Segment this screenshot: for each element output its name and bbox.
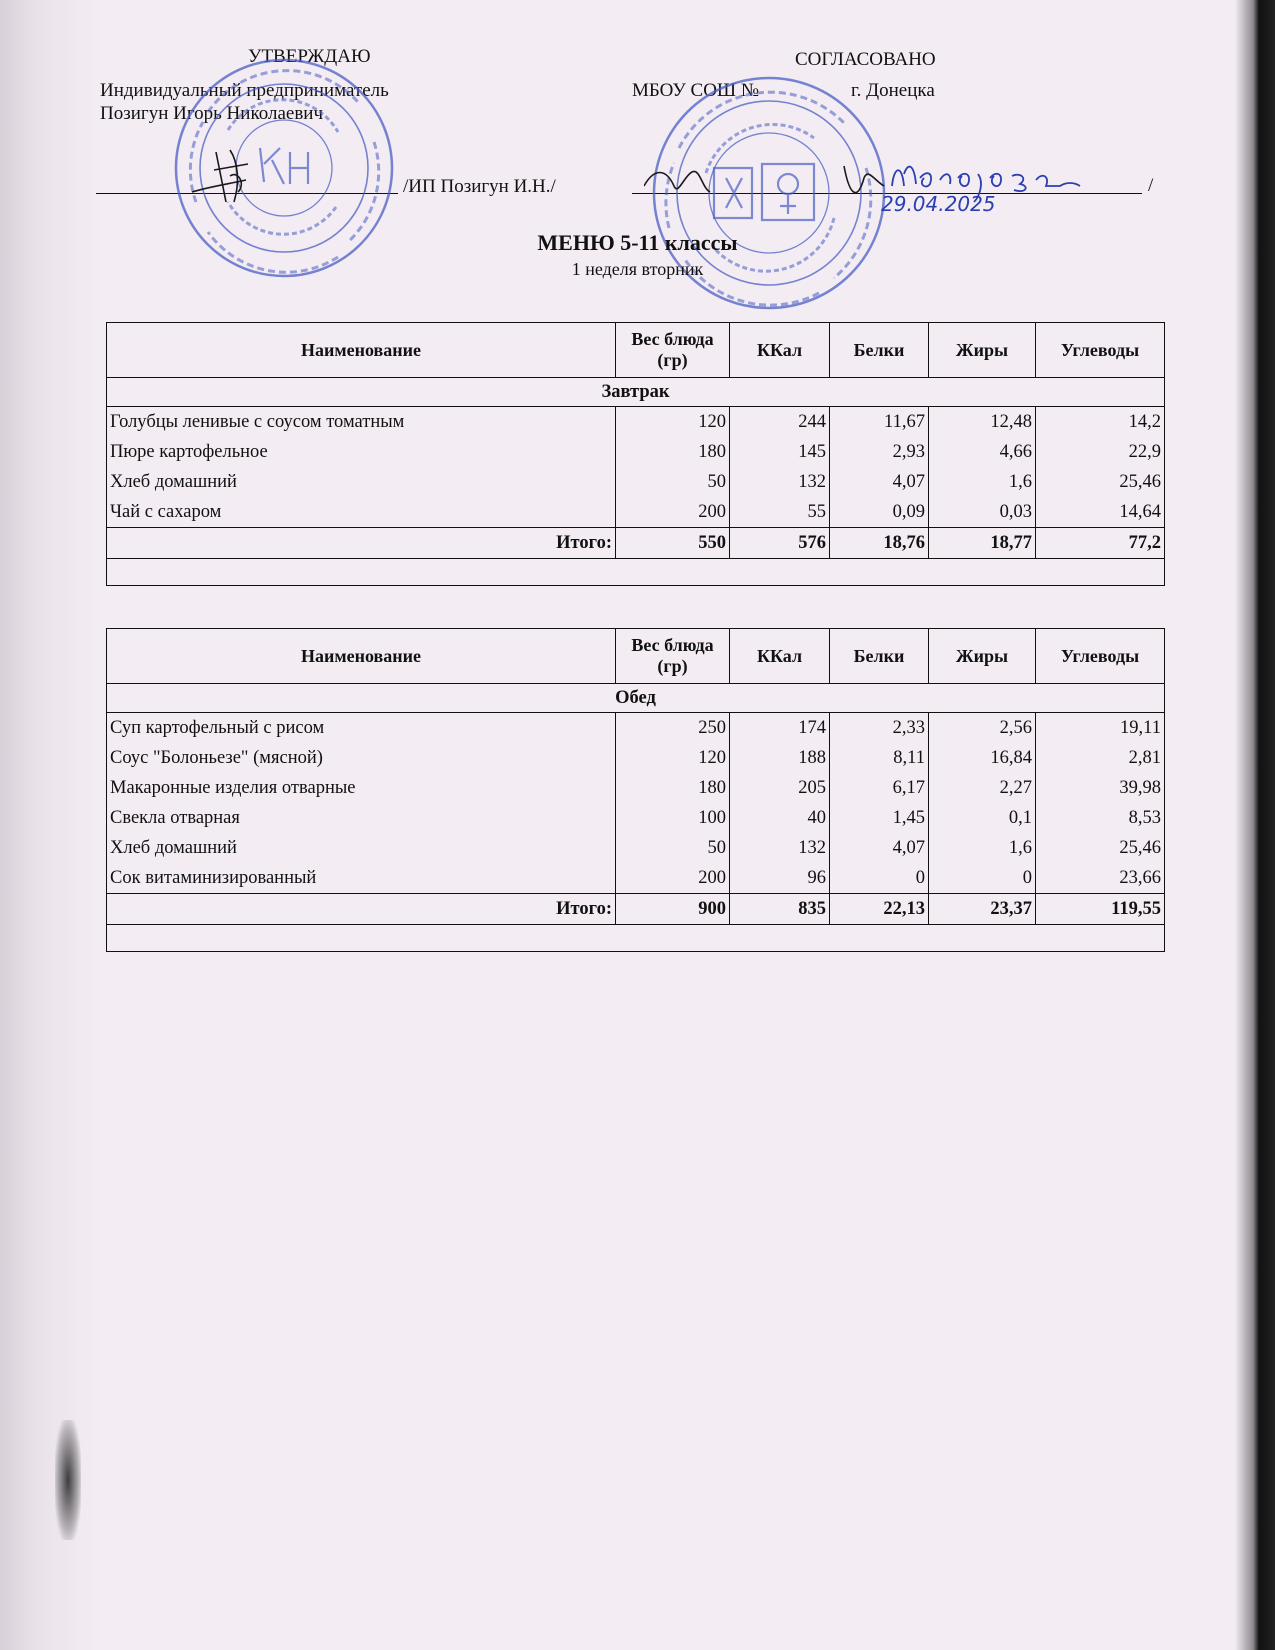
- breakfast-table: [106, 322, 1165, 586]
- empty-row: [107, 559, 1165, 586]
- dish-protein: 0,09: [830, 497, 929, 528]
- table-row: [107, 407, 1165, 438]
- dish-name: Свекла отварная: [107, 803, 616, 833]
- dish-name: Сок витаминизированный: [107, 863, 616, 894]
- approve-heading: УТВЕРЖДАЮ: [248, 46, 371, 67]
- empty-cell: [107, 925, 1165, 952]
- dish-protein: 4,07: [830, 833, 929, 863]
- col-header-protein: Белки: [830, 629, 929, 684]
- dish-weight: 250: [616, 713, 730, 744]
- table-header-row: [107, 323, 1165, 378]
- col-header-fat: Жиры: [929, 629, 1036, 684]
- dish-name: Хлеб домашний: [107, 467, 616, 497]
- col-header-kcal: ККал: [730, 629, 830, 684]
- scan-smudge: [55, 1420, 81, 1540]
- total-label: Итого:: [107, 528, 616, 559]
- table-row: [107, 713, 1165, 744]
- dish-name: Голубцы ленивые с соусом томатным: [107, 407, 616, 438]
- dish-carbs: 8,53: [1036, 803, 1165, 833]
- dish-weight: 120: [616, 743, 730, 773]
- col-header-fat: Жиры: [929, 323, 1036, 378]
- dish-weight: 50: [616, 467, 730, 497]
- dish-protein: 2,33: [830, 713, 929, 744]
- agree-heading: СОГЛАСОВАНО: [795, 49, 936, 70]
- dish-kcal: 132: [730, 833, 830, 863]
- page-title: МЕНЮ 5-11 классы: [537, 230, 738, 255]
- dish-kcal: 132: [730, 467, 830, 497]
- dish-carbs: 14,64: [1036, 497, 1165, 528]
- dish-carbs: 25,46: [1036, 467, 1165, 497]
- section-row-breakfast: [107, 378, 1165, 407]
- agree-line1-city: г. Донецка: [851, 80, 935, 101]
- dish-kcal: 174: [730, 713, 830, 744]
- table-row: [107, 467, 1165, 497]
- total-weight: 900: [616, 894, 730, 925]
- dish-name: Суп картофельный с рисом: [107, 713, 616, 744]
- dish-fat: 1,6: [929, 467, 1036, 497]
- total-kcal: 576: [730, 528, 830, 559]
- dish-carbs: 23,66: [1036, 863, 1165, 894]
- total-weight: 550: [616, 528, 730, 559]
- section-title: Обед: [107, 684, 1165, 713]
- section-title: Завтрак: [107, 378, 1165, 407]
- empty-row: [107, 925, 1165, 952]
- approve-line2: Позигун Игорь Николаевич: [100, 103, 324, 124]
- agree-date: 29.04.2025: [881, 192, 996, 216]
- col-header-name: Наименование: [107, 323, 616, 378]
- dish-kcal: 188: [730, 743, 830, 773]
- dish-weight: 200: [616, 497, 730, 528]
- total-fat: 23,37: [929, 894, 1036, 925]
- col-header-carbs: Углеводы: [1036, 629, 1165, 684]
- col-header-kcal: ККал: [730, 323, 830, 378]
- agree-line1-school: МБОУ СОШ №: [632, 80, 759, 101]
- dish-protein: 0: [830, 863, 929, 894]
- table-row: [107, 743, 1165, 773]
- dish-weight: 180: [616, 773, 730, 803]
- total-protein: 18,76: [830, 528, 929, 559]
- dish-protein: 4,07: [830, 467, 929, 497]
- total-carbs: 119,55: [1036, 894, 1165, 925]
- dish-name: Пюре картофельное: [107, 437, 616, 467]
- col-header-protein: Белки: [830, 323, 929, 378]
- dish-name: Чай с сахаром: [107, 497, 616, 528]
- total-row: [107, 894, 1165, 925]
- table-row: [107, 437, 1165, 467]
- table-row: [107, 863, 1165, 894]
- dish-fat: 0,03: [929, 497, 1036, 528]
- col-header-weight: Вес блюда (гр): [616, 323, 730, 378]
- dish-fat: 16,84: [929, 743, 1036, 773]
- total-row: [107, 528, 1165, 559]
- dish-name: Соус "Болоньезе" (мясной): [107, 743, 616, 773]
- dish-kcal: 40: [730, 803, 830, 833]
- empty-cell: [107, 559, 1165, 586]
- dish-protein: 6,17: [830, 773, 929, 803]
- lunch-table: [106, 628, 1165, 952]
- dish-weight: 50: [616, 833, 730, 863]
- dish-kcal: 145: [730, 437, 830, 467]
- approve-line1: Индивидуальный предприниматель: [100, 80, 389, 101]
- dish-kcal: 244: [730, 407, 830, 438]
- col-header-name: Наименование: [107, 629, 616, 684]
- dish-protein: 1,45: [830, 803, 929, 833]
- total-label: Итого:: [107, 894, 616, 925]
- dish-name: Макаронные изделия отварные: [107, 773, 616, 803]
- table-row: [107, 497, 1165, 528]
- dish-weight: 180: [616, 437, 730, 467]
- approve-sign-name: /ИП Позигун И.Н./: [403, 176, 556, 197]
- dish-kcal: 55: [730, 497, 830, 528]
- dish-weight: 100: [616, 803, 730, 833]
- dish-protein: 8,11: [830, 743, 929, 773]
- dish-name: Хлеб домашний: [107, 833, 616, 863]
- dish-fat: 2,56: [929, 713, 1036, 744]
- dish-carbs: 14,2: [1036, 407, 1165, 438]
- table-header-row: [107, 629, 1165, 684]
- table-row: [107, 803, 1165, 833]
- dish-weight: 200: [616, 863, 730, 894]
- dish-carbs: 39,98: [1036, 773, 1165, 803]
- col-header-carbs: Углеводы: [1036, 323, 1165, 378]
- dish-carbs: 22,9: [1036, 437, 1165, 467]
- dish-kcal: 96: [730, 863, 830, 894]
- total-fat: 18,77: [929, 528, 1036, 559]
- col-header-weight: Вес блюда (гр): [616, 629, 730, 684]
- dish-fat: 12,48: [929, 407, 1036, 438]
- dish-fat: 1,6: [929, 833, 1036, 863]
- page-subtitle: 1 неделя вторник: [571, 259, 704, 279]
- dish-carbs: 19,11: [1036, 713, 1165, 744]
- section-row-lunch: [107, 684, 1165, 713]
- agree-slash: /: [1148, 175, 1154, 196]
- dish-carbs: 2,81: [1036, 743, 1165, 773]
- total-carbs: 77,2: [1036, 528, 1165, 559]
- table-row: [107, 833, 1165, 863]
- total-kcal: 835: [730, 894, 830, 925]
- right-stamp: [644, 68, 894, 318]
- table-row: [107, 773, 1165, 803]
- total-protein: 22,13: [830, 894, 929, 925]
- dish-fat: 0,1: [929, 803, 1036, 833]
- dish-fat: 4,66: [929, 437, 1036, 467]
- dish-protein: 11,67: [830, 407, 929, 438]
- dish-weight: 120: [616, 407, 730, 438]
- dish-carbs: 25,46: [1036, 833, 1165, 863]
- dish-fat: 2,27: [929, 773, 1036, 803]
- dish-fat: 0: [929, 863, 1036, 894]
- dish-protein: 2,93: [830, 437, 929, 467]
- dish-kcal: 205: [730, 773, 830, 803]
